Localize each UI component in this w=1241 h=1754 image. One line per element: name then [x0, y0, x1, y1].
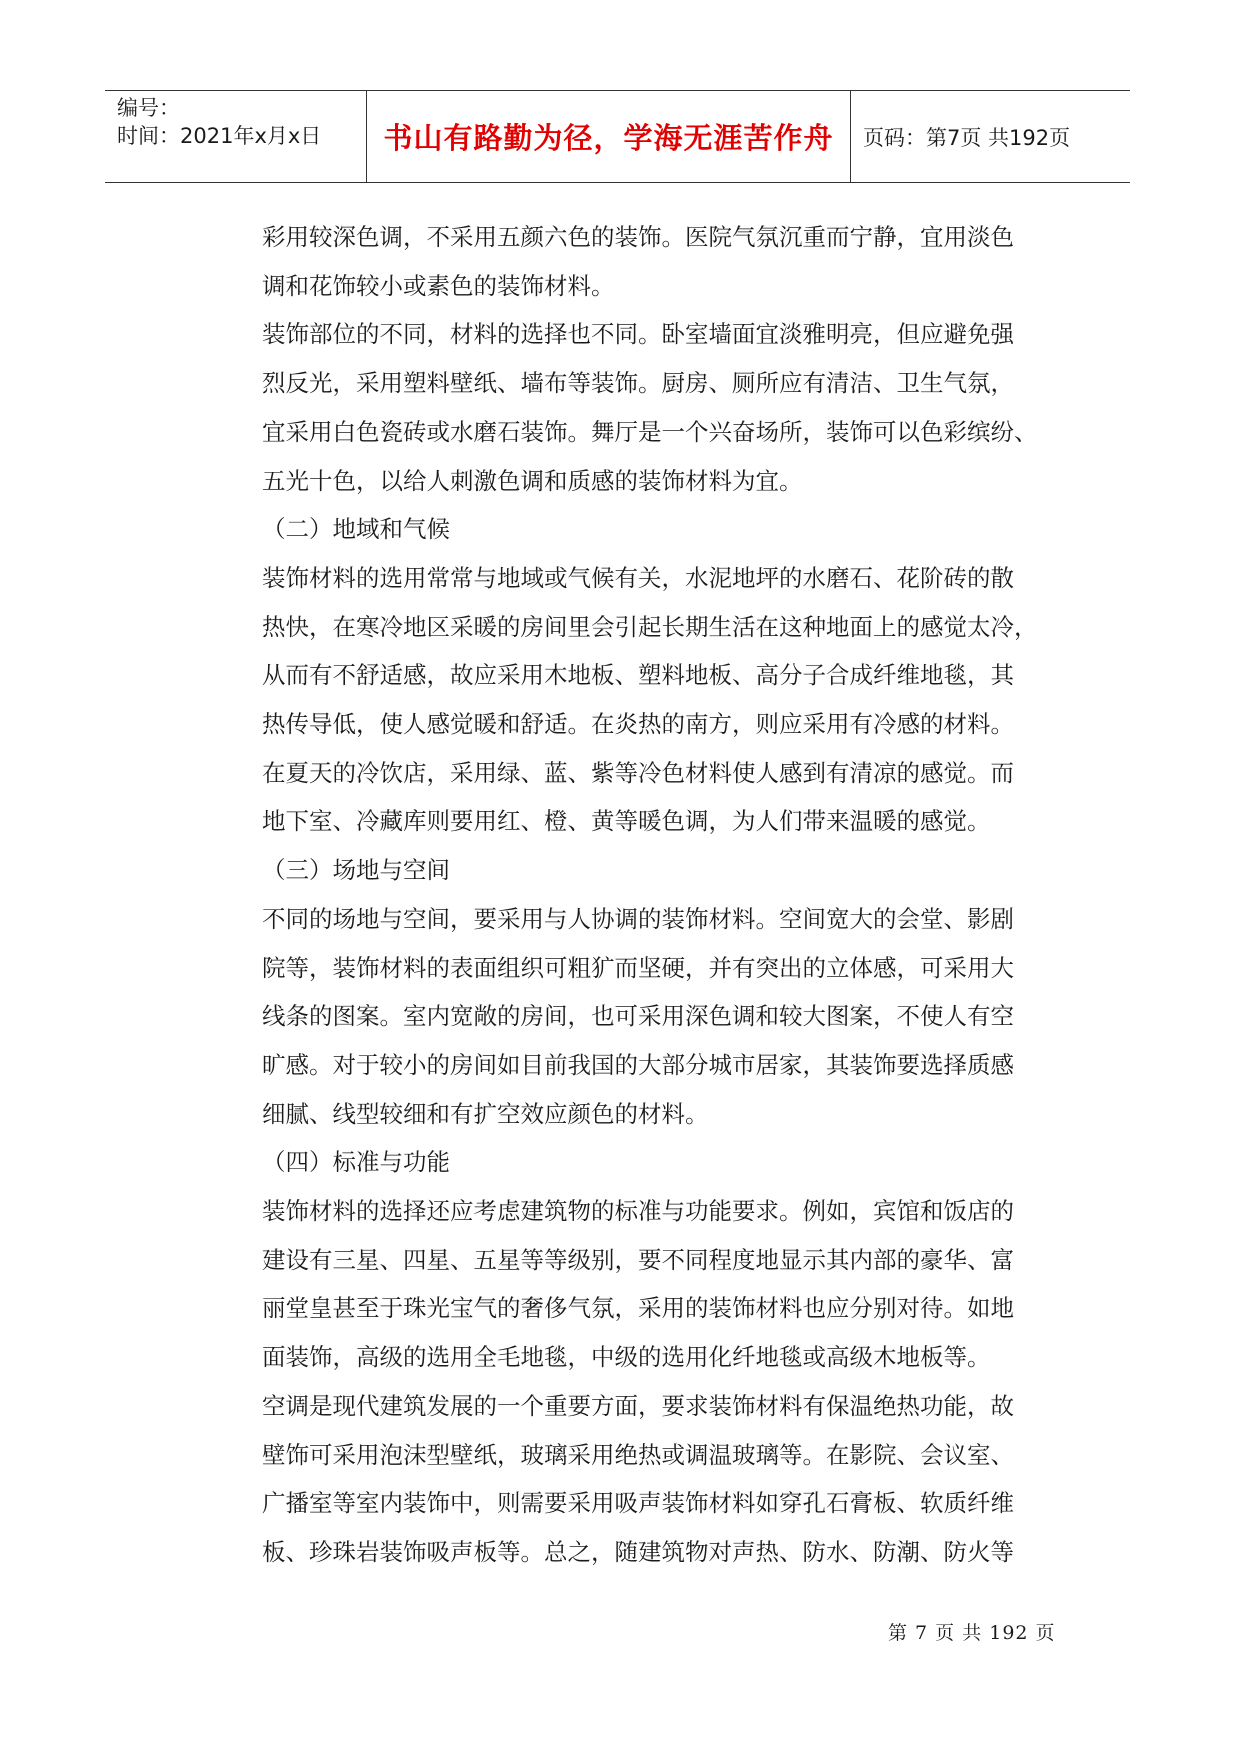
body-line: 从而有不舒适感，故应采用木地板、塑料地板、高分子合成纤维地毯，其	[262, 661, 1014, 690]
body-line: 院等，装饰材料的表面组织可粗犷而坚硬，并有突出的立体感，可采用大	[262, 953, 1014, 982]
section-heading: （四）标准与功能	[262, 1148, 450, 1177]
body-line: 热快，在寒冷地区采暖的房间里会引起长期生活在这种地面上的感觉太冷，	[262, 612, 1038, 641]
body-line: 装饰材料的选择还应考虑建筑物的标准与功能要求。例如，宾馆和饭店的	[262, 1197, 1014, 1226]
body-line: 线条的图案。室内宽敞的房间，也可采用深色调和较大图案，不使人有空	[262, 1002, 1014, 1031]
body-line: 空调是现代建筑发展的一个重要方面，要求装饰材料有保温绝热功能，故	[262, 1391, 1014, 1420]
body-line: 广播室等室内装饰中，则需要采用吸声装饰材料如穿孔石膏板、软质纤维	[262, 1489, 1014, 1518]
body-line: 细腻、线型较细和有扩空效应颜色的材料。	[262, 1099, 709, 1128]
document-time: 时间：2021年x月x日	[117, 124, 322, 148]
section-heading: （二）地域和气候	[262, 515, 450, 544]
body-line: 热传导低，使人感觉暖和舒适。在炎热的南方，则应采用有冷感的材料。	[262, 710, 1014, 739]
page-header	[105, 90, 1130, 183]
body-line: 面装饰，高级的选用全毛地毯，中级的选用化纤地毯或高级木地板等。	[262, 1343, 991, 1372]
body-line: 调和花饰较小或素色的装饰材料。	[262, 271, 615, 300]
body-line: 在夏天的冷饮店，采用绿、蓝、紫等冷色材料使人感到有清凉的感觉。而	[262, 758, 1014, 787]
header-meta	[105, 91, 367, 182]
body-line: 地下室、冷藏库则要用红、橙、黄等暖色调，为人们带来温暖的感觉。	[262, 807, 991, 836]
body-line: 壁饰可采用泡沫型壁纸，玻璃采用绝热或调温玻璃等。在影院、会议室、	[262, 1440, 1014, 1469]
body-line: 丽堂皇甚至于珠光宝气的奢侈气氛，采用的装饰材料也应分别对待。如地	[262, 1294, 1014, 1323]
page-footer: 第 7 页 共 192 页	[888, 1622, 1056, 1644]
body-line: 五光十色，以给人刺激色调和质感的装饰材料为宜。	[262, 466, 803, 495]
header-slogan: 书山有路勤为径，学海无涯苦作舟	[383, 121, 834, 155]
document-body	[262, 213, 1062, 1577]
body-line: 烈反光，采用塑料壁纸、墙布等装饰。厨房、厕所应有清洁、卫生气氛，	[262, 369, 1014, 398]
body-line: 装饰部位的不同，材料的选择也不同。卧室墙面宜淡雅明亮，但应避免强	[262, 320, 1014, 349]
document-number: 编号：	[117, 96, 180, 120]
section-heading: （三）场地与空间	[262, 856, 450, 885]
body-line: 不同的场地与空间，要采用与人协调的装饰材料。空间宽大的会堂、影剧	[262, 904, 1014, 933]
header-page-code: 页码：第7页 共192页	[863, 125, 1071, 150]
body-line: 建设有三星、四星、五星等等级别，要不同程度地显示其内部的豪华、富	[262, 1245, 1014, 1274]
header-slogan-cell	[367, 91, 851, 182]
body-line: 装饰材料的选用常常与地域或气候有关，水泥地坪的水磨石、花阶砖的散	[262, 563, 1014, 592]
body-line: 宜采用白色瓷砖或水磨石装饰。舞厅是一个兴奋场所，装饰可以色彩缤纷、	[262, 417, 1038, 446]
body-line: 板、珍珠岩装饰吸声板等。总之，随建筑物对声热、防水、防潮、防火等	[262, 1537, 1014, 1566]
body-line: 彩用较深色调，不采用五颜六色的装饰。医院气氛沉重而宁静，宜用淡色	[262, 223, 1014, 251]
body-line: 旷感。对于较小的房间如目前我国的大部分城市居家，其装饰要选择质感	[262, 1050, 1014, 1079]
